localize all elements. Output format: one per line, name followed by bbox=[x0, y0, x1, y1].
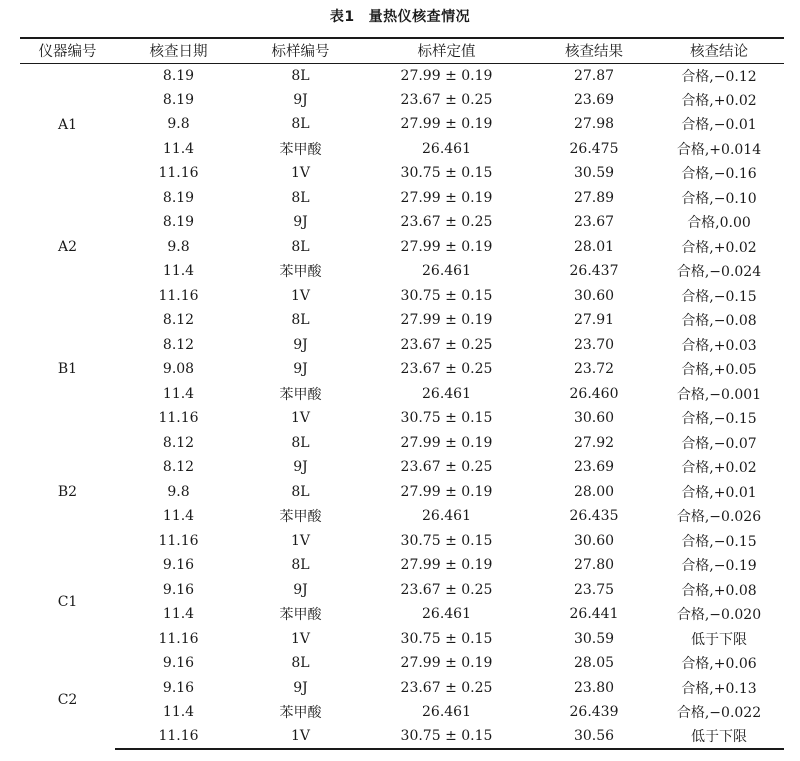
table-row bbox=[20, 357, 784, 382]
cell-standard-value: 27.99 ± 0.19 bbox=[400, 67, 493, 84]
table-row bbox=[20, 651, 784, 676]
cell-check-date: 8.19 bbox=[162, 67, 195, 84]
cell-standard-value: 30.75 ± 0.15 bbox=[400, 410, 493, 427]
cell-standard-value: 30.75 ± 0.15 bbox=[400, 630, 493, 647]
cell-check-result: 26.437 bbox=[569, 263, 619, 280]
cell-standard-value: 26.461 bbox=[422, 508, 471, 525]
cell-check-result: 27.89 bbox=[573, 189, 615, 206]
cell-check-result: 30.60 bbox=[573, 532, 615, 549]
cell-check-conclusion: 合格,−0.15 bbox=[681, 288, 757, 305]
cell-standard-value: 23.67 ± 0.25 bbox=[400, 214, 493, 231]
cell-check-conclusion: 合格,0.00 bbox=[687, 215, 751, 232]
cell-check-result: 30.60 bbox=[573, 287, 615, 304]
cell-check-conclusion: 合格,−0.15 bbox=[681, 533, 757, 550]
table-row bbox=[20, 602, 784, 627]
cell-check-conclusion: 合格,−0.022 bbox=[676, 705, 762, 722]
cell-standard-id: 1V bbox=[290, 410, 311, 427]
cell-check-conclusion: 合格,−0.020 bbox=[676, 607, 762, 624]
table-row bbox=[20, 725, 784, 750]
table-row bbox=[20, 676, 784, 701]
cell-standard-value: 27.99 ± 0.19 bbox=[400, 655, 493, 672]
cell-instrument-id: B2 bbox=[57, 483, 78, 500]
cell-standard-id: 1V bbox=[290, 630, 311, 647]
cell-check-date: 9.8 bbox=[167, 483, 190, 500]
cell-check-conclusion: 合格,−0.15 bbox=[681, 411, 757, 428]
cell-check-result: 23.70 bbox=[573, 336, 615, 353]
cell-check-date: 11.4 bbox=[162, 704, 195, 721]
cell-check-result: 27.80 bbox=[573, 557, 615, 574]
cell-standard-id: 8L bbox=[291, 655, 310, 672]
cell-standard-id: 9J bbox=[293, 361, 308, 378]
cell-check-date: 11.16 bbox=[158, 287, 199, 304]
cell-check-result: 28.05 bbox=[573, 655, 615, 672]
cell-standard-value: 30.75 ± 0.15 bbox=[400, 165, 493, 182]
cell-check-conclusion: 合格,+0.02 bbox=[681, 460, 757, 477]
cell-check-conclusion: 合格,−0.01 bbox=[681, 117, 757, 134]
table-row bbox=[20, 210, 784, 235]
cell-standard-value: 30.75 ± 0.15 bbox=[400, 532, 493, 549]
cell-standard-id: 8L bbox=[291, 483, 310, 500]
cell-check-result: 28.01 bbox=[573, 238, 615, 255]
cell-instrument-id: A2 bbox=[57, 238, 78, 255]
cell-standard-id: 苯甲酸 bbox=[279, 386, 322, 403]
cell-standard-value: 26.461 bbox=[422, 606, 471, 623]
table-caption-label: 表1 bbox=[329, 9, 355, 25]
cell-check-conclusion: 合格,−0.12 bbox=[681, 68, 757, 85]
cell-check-date: 8.19 bbox=[162, 214, 195, 231]
table-row bbox=[20, 186, 784, 211]
cell-standard-value: 30.75 ± 0.15 bbox=[400, 287, 493, 304]
cell-check-date: 9.16 bbox=[162, 581, 195, 598]
header-check-result: 核查结果 bbox=[534, 38, 654, 63]
cell-standard-id: 8L bbox=[291, 67, 310, 84]
cell-check-result: 26.460 bbox=[569, 385, 619, 402]
cell-check-result: 23.67 bbox=[573, 214, 615, 231]
cell-check-result: 27.91 bbox=[573, 312, 615, 329]
header-instrument-id: 仪器编号 bbox=[20, 38, 115, 63]
table-row bbox=[20, 333, 784, 358]
cell-standard-id: 苯甲酸 bbox=[279, 264, 322, 281]
cell-standard-id: 苯甲酸 bbox=[279, 509, 322, 526]
cell-check-result: 30.59 bbox=[573, 165, 615, 182]
cell-check-date: 8.12 bbox=[162, 312, 195, 329]
table-row bbox=[20, 308, 784, 333]
cell-check-date: 9.8 bbox=[167, 238, 190, 255]
cell-check-conclusion: 合格,−0.07 bbox=[681, 435, 757, 452]
cell-standard-value: 23.67 ± 0.25 bbox=[400, 679, 493, 696]
cell-check-result: 27.92 bbox=[573, 434, 615, 451]
cell-check-result: 28.00 bbox=[573, 483, 615, 500]
cell-check-date: 11.16 bbox=[158, 410, 199, 427]
cell-standard-value: 30.75 ± 0.15 bbox=[359, 725, 534, 750]
cell-standard-value: 23.67 ± 0.25 bbox=[400, 361, 493, 378]
cell-check-date: 9.16 bbox=[162, 679, 195, 696]
cell-check-date: 11.4 bbox=[162, 606, 195, 623]
cell-check-result: 30.56 bbox=[534, 725, 654, 750]
cell-check-conclusion: 合格,+0.01 bbox=[681, 484, 757, 501]
table-row bbox=[20, 529, 784, 554]
cell-check-date: 9.16 bbox=[162, 655, 195, 672]
cell-check-date: 11.16 bbox=[158, 165, 199, 182]
cell-check-date: 11.4 bbox=[162, 508, 195, 525]
cell-check-date: 8.12 bbox=[162, 434, 195, 451]
header-check-date: 核查日期 bbox=[115, 38, 242, 63]
cell-check-conclusion: 合格,+0.06 bbox=[681, 656, 757, 673]
table-row bbox=[20, 112, 784, 137]
cell-check-result: 26.475 bbox=[569, 140, 619, 157]
table-row bbox=[20, 63, 784, 88]
cell-standard-id: 8L bbox=[291, 116, 310, 133]
cell-check-date: 9.08 bbox=[162, 361, 195, 378]
cell-check-conclusion: 合格,+0.05 bbox=[681, 362, 757, 379]
cell-standard-value: 23.67 ± 0.25 bbox=[400, 91, 493, 108]
table-header bbox=[20, 38, 784, 63]
cell-check-result: 27.98 bbox=[573, 116, 615, 133]
cell-check-date: 11.4 bbox=[162, 385, 195, 402]
cell-instrument-id: B1 bbox=[57, 361, 78, 378]
cell-check-result: 23.80 bbox=[573, 679, 615, 696]
header-check-conclusion: 核查结论 bbox=[654, 38, 784, 63]
cell-standard-value: 27.99 ± 0.19 bbox=[400, 434, 493, 451]
table-row bbox=[20, 578, 784, 603]
cell-standard-id: 1V bbox=[290, 287, 311, 304]
cell-check-conclusion: 合格,+0.02 bbox=[681, 92, 757, 109]
cell-standard-id: 9J bbox=[293, 336, 308, 353]
table-row bbox=[20, 455, 784, 480]
cell-standard-id: 1V bbox=[290, 165, 311, 182]
cell-standard-id: 1V bbox=[290, 532, 311, 549]
cell-instrument-id: C1 bbox=[57, 594, 78, 610]
cell-check-conclusion: 合格,+0.02 bbox=[681, 239, 757, 256]
cell-check-date: 11.16 bbox=[158, 630, 199, 647]
cell-standard-value: 23.67 ± 0.25 bbox=[400, 581, 493, 598]
cell-check-date: 11.4 bbox=[162, 263, 195, 280]
cell-instrument-id: C2 bbox=[57, 692, 78, 708]
cell-check-result: 23.69 bbox=[573, 459, 615, 476]
cell-check-date: 9.8 bbox=[167, 116, 190, 133]
cell-standard-value: 23.67 ± 0.25 bbox=[400, 459, 493, 476]
table-row bbox=[20, 406, 784, 431]
cell-standard-value: 27.99 ± 0.19 bbox=[400, 238, 493, 255]
cell-check-conclusion: 合格,−0.08 bbox=[681, 313, 757, 330]
cell-standard-value: 26.461 bbox=[422, 140, 471, 157]
cell-check-result: 23.75 bbox=[573, 581, 615, 598]
table-caption bbox=[0, 6, 800, 26]
cell-standard-value: 26.461 bbox=[422, 704, 471, 721]
cell-check-date: 9.16 bbox=[162, 557, 195, 574]
cell-check-date: 8.19 bbox=[162, 189, 195, 206]
cell-standard-id: 9J bbox=[293, 91, 308, 108]
cell-standard-id: 9J bbox=[293, 459, 308, 476]
cell-check-date: 11.4 bbox=[162, 140, 195, 157]
table-caption-text: 量热仪核查情况 bbox=[368, 9, 471, 25]
cell-check-date: 8.12 bbox=[162, 459, 195, 476]
table-row bbox=[20, 259, 784, 284]
cell-check-date: 8.19 bbox=[162, 91, 195, 108]
header-standard-id: 标样编号 bbox=[242, 38, 359, 63]
cell-standard-value: 27.99 ± 0.19 bbox=[400, 312, 493, 329]
table-row bbox=[20, 553, 784, 578]
cell-check-result: 26.435 bbox=[569, 508, 619, 525]
cell-standard-id: 苯甲酸 bbox=[279, 705, 322, 722]
table-row bbox=[20, 700, 784, 725]
cell-standard-id: 9J bbox=[293, 581, 308, 598]
cell-standard-id: 苯甲酸 bbox=[279, 141, 322, 158]
cell-check-result: 23.69 bbox=[573, 91, 615, 108]
cell-check-result: 26.441 bbox=[569, 606, 619, 623]
cell-standard-value: 23.67 ± 0.25 bbox=[400, 336, 493, 353]
table-row bbox=[20, 284, 784, 309]
table-row bbox=[20, 137, 784, 162]
cell-standard-id: 9J bbox=[293, 214, 308, 231]
cell-standard-id: 苯甲酸 bbox=[279, 607, 322, 624]
cell-standard-id: 8L bbox=[291, 238, 310, 255]
cell-check-result: 30.60 bbox=[573, 410, 615, 427]
cell-standard-value: 26.461 bbox=[422, 385, 471, 402]
cell-check-result: 27.87 bbox=[573, 67, 615, 84]
cell-standard-id: 8L bbox=[291, 189, 310, 206]
cell-standard-value: 26.461 bbox=[422, 263, 471, 280]
cell-check-conclusion: 低于下限 bbox=[654, 725, 784, 750]
cell-check-conclusion: 合格,−0.001 bbox=[676, 386, 762, 403]
cell-standard-id: 8L bbox=[291, 557, 310, 574]
cell-standard-id: 8L bbox=[291, 434, 310, 451]
cell-standard-id: 9J bbox=[293, 679, 308, 696]
table-row bbox=[20, 504, 784, 529]
cell-check-date: 11.16 bbox=[158, 532, 199, 549]
table-row bbox=[20, 161, 784, 186]
cell-standard-value: 27.99 ± 0.19 bbox=[400, 116, 493, 133]
cell-check-conclusion: 合格,+0.08 bbox=[681, 582, 757, 599]
cell-check-conclusion: 合格,−0.19 bbox=[681, 558, 757, 575]
table-row bbox=[20, 88, 784, 113]
cell-check-conclusion: 合格,−0.024 bbox=[676, 264, 762, 281]
calorimeter-check-table bbox=[20, 37, 784, 750]
cell-check-conclusion: 低于下限 bbox=[691, 631, 747, 648]
cell-instrument-id: A1 bbox=[57, 116, 78, 133]
cell-check-result: 26.439 bbox=[569, 704, 619, 721]
cell-check-date: 11.16 bbox=[115, 725, 242, 750]
cell-check-conclusion: 合格,−0.16 bbox=[681, 166, 757, 183]
header-row bbox=[20, 38, 784, 63]
cell-standard-value: 27.99 ± 0.19 bbox=[400, 483, 493, 500]
table-row bbox=[20, 627, 784, 652]
cell-check-result: 30.59 bbox=[573, 630, 615, 647]
cell-check-conclusion: 合格,−0.10 bbox=[681, 190, 757, 207]
table-row bbox=[20, 235, 784, 260]
header-standard-value: 标样定值 bbox=[359, 38, 534, 63]
table-row bbox=[20, 480, 784, 505]
cell-check-conclusion: 合格,+0.13 bbox=[681, 680, 757, 697]
table-row bbox=[20, 382, 784, 407]
cell-check-conclusion: 合格,+0.014 bbox=[676, 141, 762, 158]
cell-check-date: 8.12 bbox=[162, 336, 195, 353]
cell-standard-id: 8L bbox=[291, 312, 310, 329]
cell-standard-id: 1V bbox=[242, 725, 359, 750]
cell-check-conclusion: 合格,−0.026 bbox=[676, 509, 762, 526]
cell-standard-value: 27.99 ± 0.19 bbox=[400, 189, 493, 206]
table-body bbox=[20, 63, 784, 749]
cell-standard-value: 27.99 ± 0.19 bbox=[400, 557, 493, 574]
table-row bbox=[20, 431, 784, 456]
cell-check-result: 23.72 bbox=[573, 361, 615, 378]
cell-check-conclusion: 合格,+0.03 bbox=[681, 337, 757, 354]
